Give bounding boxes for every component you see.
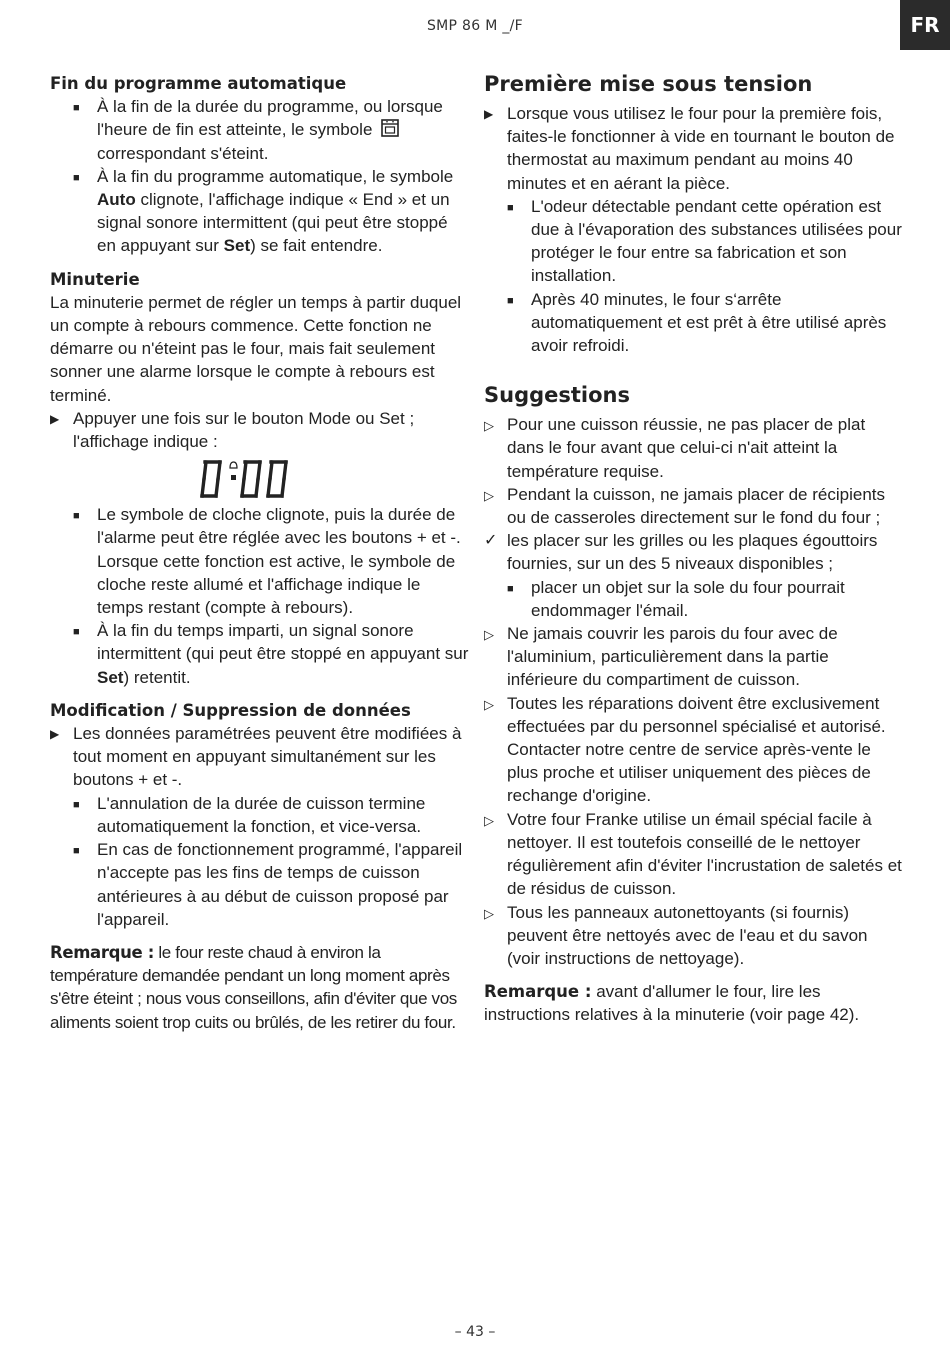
remark-label: Remarque : (484, 982, 592, 1002)
remark-right (484, 980, 904, 1026)
left-column (50, 70, 470, 1034)
square-bullet-icon: ■ (507, 294, 514, 307)
list-item-text: L'odeur détectable pendant cette opération est due à l'évaporation des substances utilisées pour protéger le four entre sa fabrication et son installation. (531, 196, 902, 286)
list-item-tip (484, 692, 904, 808)
section-heading-premiere-mise: Première mise sous tension (484, 72, 813, 96)
timer-display-digits (200, 459, 312, 499)
list-item-step (484, 102, 904, 195)
triangle-open-bullet-icon: ▷ (484, 696, 494, 712)
square-bullet-icon: ■ (73, 798, 80, 811)
list-item (50, 619, 470, 689)
timer-segment (202, 479, 204, 496)
list-item-text: clignote, l'affichage indique « End » et un signal sonore intermittent (qui peut être stoppé en appuyant sur (97, 190, 450, 256)
list-item-step (50, 407, 470, 453)
triangle-open-bullet-icon: ▷ (484, 487, 494, 503)
remark-text: avant d'allumer le four, lire les instructions relatives à la minuterie (voir page 42). (484, 982, 860, 1025)
list-item-text: Le symbole de cloche clignote, puis la durée de l'alarme peut être réglée avec les boutons + et -. Lorsque cette fonction est active, le symbole de cloche reste allumé et l'affichage indique le temps restant (compte à rebours). (97, 505, 461, 618)
oven-program-icon (381, 119, 399, 137)
list-item-tip (484, 413, 904, 483)
remark-label: Remarque : (50, 942, 154, 962)
list-item-text: À la fin de la durée du programme, ou lorsque l'heure de fin est atteinte, le symbole (97, 97, 443, 140)
keyword-auto: Auto (97, 190, 136, 210)
remark-left (50, 941, 470, 1034)
section-heading-fin-programme: Fin du programme automatique (50, 74, 347, 93)
timer-segment (284, 462, 286, 479)
list-item-text: Les données paramétrées peuvent être modifiées à tout moment en appuyant simultanément sur les boutons + et -. (73, 724, 462, 790)
timer-segment (268, 479, 270, 496)
list-item-text: En cas de fonctionnement programmé, l'appareil n'accepte pas les fins de temps de cuisson antérieures à au début de cuisson proposé par l'appareil. (97, 840, 463, 929)
timer-segment (244, 462, 246, 479)
timer-segment (204, 462, 206, 479)
list-item-tip (484, 483, 904, 529)
keyword-set: Set (97, 667, 124, 687)
list-item (484, 576, 904, 622)
list-item-text: Votre four Franke utilise un émail spécial facile à nettoyer. Il est toutefois conseillé de le nettoyer régulièrement afin d'éviter l'incrustation de saletés et de résidus de cuisson. (507, 809, 902, 899)
bell-icon (230, 462, 237, 468)
list-item (50, 95, 470, 165)
list-item-tip (484, 901, 904, 971)
timer-display (200, 459, 470, 499)
list-item-text: À la fin du programme automatique, le symbole (97, 166, 454, 186)
section-heading-minuterie: Minuterie (50, 269, 140, 289)
triangle-solid-bullet-icon: ▶ (484, 107, 494, 121)
list-item (484, 195, 904, 288)
list-item (50, 503, 470, 619)
square-bullet-icon: ■ (507, 201, 514, 214)
square-bullet-icon: ■ (73, 510, 80, 523)
triangle-open-bullet-icon: ▷ (484, 812, 494, 828)
square-bullet-icon: ■ (73, 845, 80, 858)
list-item (50, 165, 470, 258)
list-item (50, 838, 470, 931)
list-item-text: Appuyer une fois sur le bouton Mode ou Set ; l'affichage indique : (73, 408, 415, 452)
list-item-text: Pendant la cuisson, ne jamais placer de récipients ou de casseroles directement sur le fond du four ; (507, 484, 885, 528)
section-heading-suggestions: Suggestions (484, 383, 630, 408)
list-item-text: correspondant s'éteint. (97, 143, 269, 163)
list-item-text: Après 40 minutes, le four s‘arrête automatiquement et est prêt à être utilisé après avoir refroidi. (531, 289, 887, 356)
list-item-step (50, 722, 470, 792)
list-item-text: Tous les panneaux autonettoyants (si fournis) peuvent être nettoyés avec de l'eau et du savon (voir instructions de nettoyage). (507, 902, 868, 968)
list-item-text: ) retentit. (123, 667, 191, 687)
list-item-text: Lorsque vous utilisez le four pour la première fois, faites-le fonctionner à vide en tournant le bouton de thermostat au maximum pendant au moins 40 minutes et en aérant la pièce. (507, 104, 895, 193)
paragraph-minuterie: La minuterie permet de régler un temps à partir duquel un compte à rebours commence. Cette fonction ne démarre ou n'éteint pas le four, mais fait seulement sonner une alarme lorsque le compte à rebours est terminé. (50, 292, 462, 405)
timer-segment (282, 479, 284, 496)
triangle-solid-bullet-icon: ▶ (50, 411, 60, 426)
keyword-set: Set (223, 236, 251, 256)
list-item-text: Ne jamais couvrir les parois du four avec de l'aluminium, particulièrement dans la partie inférieure du compartiment de cuisson. (507, 624, 838, 690)
list-item-text: L'annulation de la durée de cuisson termine automatiquement la fonction, et vice-versa. (97, 793, 426, 836)
timer-segment (242, 479, 244, 496)
list-item-text: les placer sur les grilles ou les plaques égouttoirs fournies, sur un des 5 niveaux disponibles ; (507, 531, 878, 574)
list-item-tip (484, 808, 904, 901)
square-bullet-icon: ■ (507, 582, 514, 595)
header-title: SMP 86 M _/F (426, 18, 524, 34)
right-column (484, 70, 904, 1027)
list-item-text: ) se fait entendre. (250, 236, 383, 256)
square-bullet-icon: ■ (73, 626, 80, 639)
list-item-check (484, 529, 904, 575)
remark-text: le four reste chaud à environ la température demandée pendant un long moment après s'être éteint ; nous vous conseillons, afin d'éviter que vos aliments soient trop cuits ou brûlés, de les retirer du four. (50, 942, 457, 1032)
section-heading-modification: Modification / Suppression de données (50, 700, 411, 720)
list-item-text: À la fin du temps imparti, un signal sonore intermittent (qui peut être stoppé en appuyant sur (97, 621, 469, 664)
timer-segment (256, 479, 258, 496)
list-item-text: Pour une cuisson réussie, ne pas placer de plat dans le four avant que celui-ci n'ait atteint la température requise. (507, 415, 866, 481)
square-bullet-icon: ■ (73, 102, 80, 115)
triangle-solid-bullet-icon: ▶ (50, 727, 60, 742)
timer-segment (258, 462, 260, 479)
list-item-tip (484, 622, 904, 692)
list-item (50, 792, 470, 838)
list-item-text: Toutes les réparations doivent être exclusivement effectuées par du personnel spécialisé et autorisé. Contacter notre centre de service après-vente le plus proche et utiliser uniquement des pièces de rechange d'origine. (507, 693, 886, 806)
timer-segment (216, 479, 218, 496)
timer-segment (218, 462, 220, 479)
triangle-open-bullet-icon: ▷ (484, 627, 494, 643)
timer-segment (270, 462, 272, 479)
square-bullet-icon: ■ (73, 171, 80, 184)
triangle-open-bullet-icon: ▷ (484, 905, 494, 921)
list-item (484, 288, 904, 358)
triangle-open-bullet-icon: ▷ (484, 418, 494, 434)
timer-colon (231, 475, 236, 480)
list-item-text: placer un objet sur la sole du four pourrait endommager l'émail. (531, 577, 845, 620)
page-number: – 43 – (454, 1324, 496, 1340)
language-badge: FR (900, 0, 950, 50)
checkmark-icon: ✓ (484, 532, 498, 550)
